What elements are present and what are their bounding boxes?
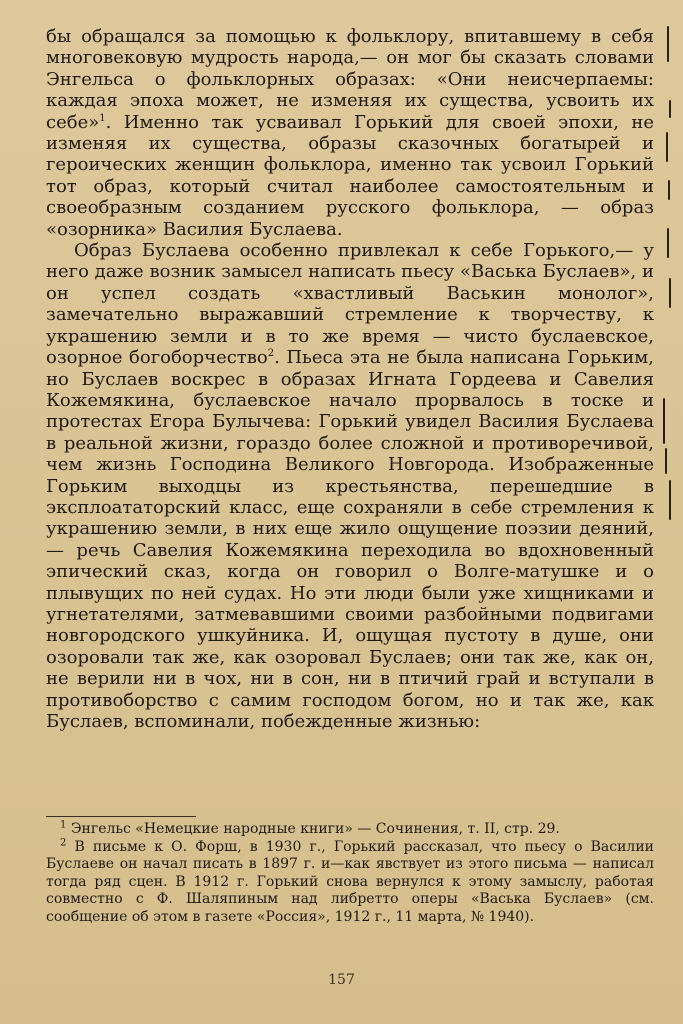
margin-mark [667,228,669,258]
footnote-divider [46,816,196,817]
footnote-1: $^1$ Энгельс «Немецкие народные книги» — Сочинения, т. II, стр. 29. [60,819,560,837]
footnote-marker-1: 1 [60,819,67,831]
paragraph-2: Образ Буслаева особенно привлекал к себе Горького,— у него даже возник замысел написать пьесу «Васька Буслаев», и он успел создать «хвастливый Васькин монолог», замечательно выражавший стремление к творчеству, к украшению земли и в то же время — чисто буслаевское, озорное богоборчество$^2$. Пьеса эта не была написана Горьким, но Буслаев воскрес в образах Игната Гордеева и Савелия Кожемякина, буслаевское начало прорвалось в тоске и протестах Егора Булычева: Горький увидел Василия Буслаева в реальной жизни, гораздо более сложной и противоречивой, чем жизнь Господина Великого Новгорода. Изображенные Горьким выходцы из крестьянства, перешедшие в эксплоататорский класс, еще сохраняли в себе стремления к украшению земли, в них еще жило ощущение поэзии деяний,— речь Савелия Кожемякина переходила во вдохновенный эпический сказ, когда он говорил о Волге-матушке и о плывущих по ней судах. Но эти люди были уже хищниками и угнетателями, затмевавшими своими разбойными подвигами новгородского ушкуйника. И, ощущая пустоту в душе, они озоровали так же, как озоровал Буслаев; они так же, как он, не верили ни в чох, ни в сон, ни в птичий грай и вступали в противоборство с самим господом богом, но и так же, как Буслаев, вспоминали, побежденные жизнью: [46,240,655,732]
paragraph-1: бы обращался за помощью к фольклору, впитавшему в себя многовековую мудрость народа,— он мог бы сказать словами Энгельса о фольклорных образах: «Они неисчерпаемы: каждая эпоха может, не изменяя их существа, усвоить их себе»$^1$. Именно так усваивал Горький для своей эпохи, не изменяя их существа, образы сказочных богатырей и героических женщин фольклора, именно так усвоил Горький тот образ, который считал наиболее самостоятельным и своеобразным созданием русского фольклора, — образ «озорника» Василия Буслаева. [46,26,654,240]
main-text [46,26,654,732]
margin-mark [669,278,671,308]
margin-mark [669,480,671,520]
margin-mark [668,180,670,200]
margin-mark [665,448,667,474]
footnotes [46,816,654,927]
margin-mark [667,26,669,62]
margin-pencil-marks [657,20,677,580]
footnote-2: $^2$ В письме к О. Форш, в 1930 г., Горький рассказал, что пьесу о Василии Буслаеве он начал писать в 1897 г. и—как явствует из этого письма — написал тогда ряд сцен. В 1912 г. Горький снова вернулся к этому замыслу, работая совместно с Ф. Шаляпиным над либретто оперы «Васька Буслаев» (см. сообщение об этом в газете «Россия», 1912 г., 11 марта, № 1940). [46,836,654,925]
margin-mark [666,132,668,162]
page-number: 157 [328,972,355,988]
footnote-ref-1[interactable]: 1 [99,112,106,124]
footnote-ref-2[interactable]: 2 [267,348,275,360]
margin-mark [663,398,665,444]
footnote-marker-2: 2 [60,836,67,848]
margin-mark [669,100,671,118]
